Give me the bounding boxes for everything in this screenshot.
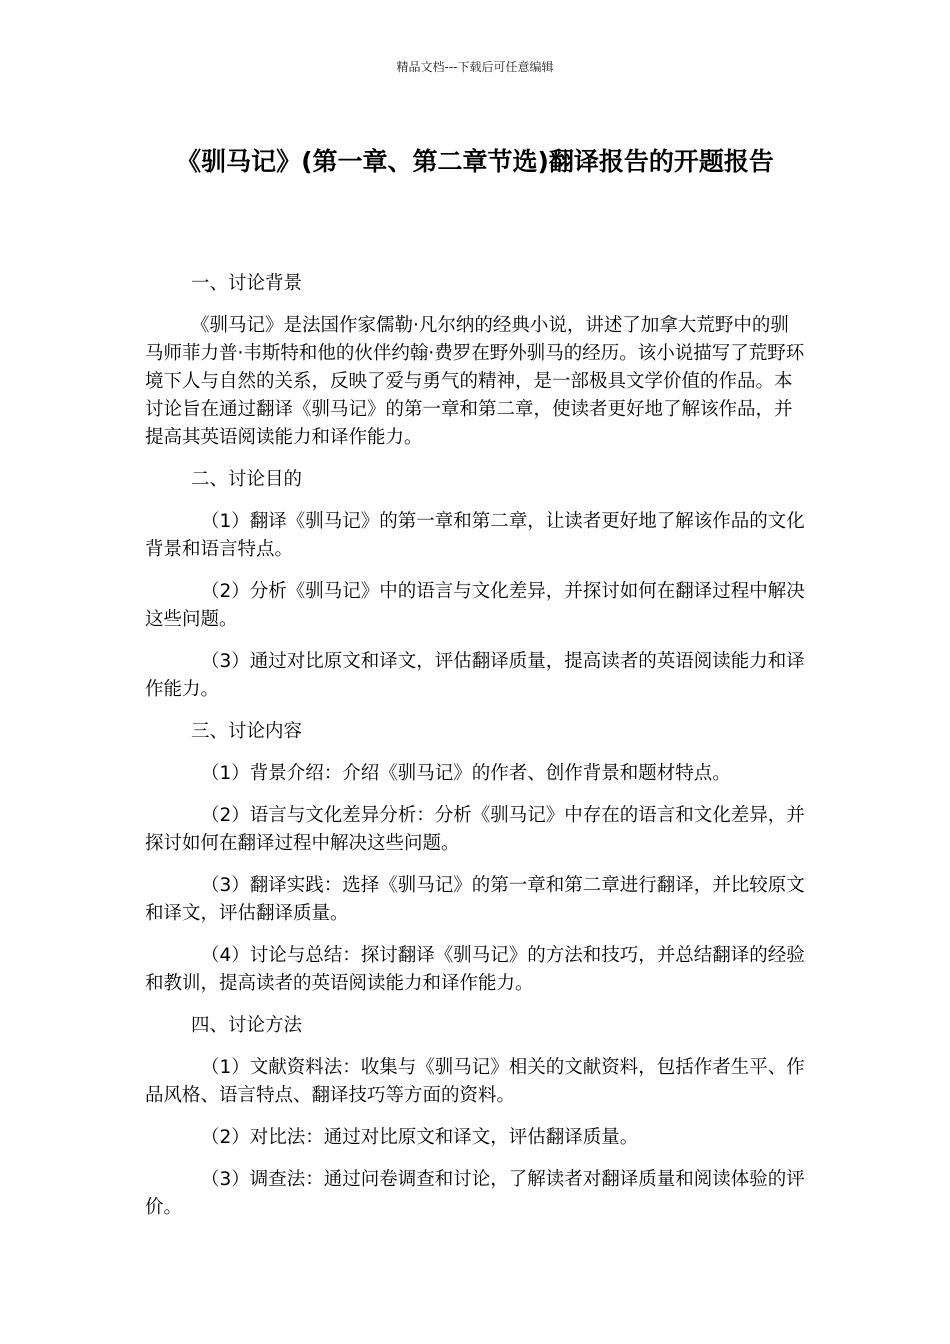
document-title: 《驯马记》(第一章、第二章节选)翻译报告的开题报告 [176, 147, 774, 176]
document-body [145, 270, 805, 1236]
page-header: 精品文档---下载后可任意编辑 [396, 60, 554, 74]
list-item: （1）翻译《驯马记》的第一章和第二章，让读者更好地了解该作品的文化背景和语言特点。 [145, 511, 805, 560]
section-heading: 三、讨论内容 [191, 721, 303, 742]
section-heading: 一、讨论背景 [191, 273, 303, 294]
list-item: （2）分析《驯马记》中的语言与文化差异，并探讨如何在翻译过程中解决这些问题。 [145, 581, 805, 630]
list-item: （1）背景介绍：介绍《驯马记》的作者、创作背景和题材特点。 [201, 763, 731, 784]
list-item: （3）翻译实践：选择《驯马记》的第一章和第二章进行翻译，并比较原文和译文，评估翻译质量。 [145, 875, 805, 924]
list-item: （2）语言与文化差异分析：分析《驯马记》中存在的语言和文化差异，并探讨如何在翻译过程中解决这些问题。 [145, 805, 805, 854]
list-item: （3）通过对比原文和译文，评估翻译质量，提高读者的英语阅读能力和译作能力。 [145, 651, 805, 700]
paragraph: 《驯马记》是法国作家儒勒·凡尔纳的经典小说，讲述了加拿大荒野中的驯马师菲力普·韦斯特和他的伙伴约翰·费罗在野外驯马的经历。该小说描写了荒野环境下人与自然的关系，反映了爱与勇气的精神，是一部极具文学价值的作品。本讨论旨在通过翻译《驯马记》的第一章和第二章，使读者更好地了解该作品，并提高其英语阅读能力和译作能力。 [145, 315, 805, 448]
list-item: （3）调查法：通过问卷调查和讨论，了解读者对翻译质量和阅读体验的评价。 [145, 1169, 805, 1218]
list-item: （1）文献资料法：收集与《驯马记》相关的文献资料，包括作者生平、作品风格、语言特点、翻译技巧等方面的资料。 [145, 1057, 805, 1106]
section-heading: 四、讨论方法 [191, 1015, 303, 1036]
list-item: （4）讨论与总结：探讨翻译《驯马记》的方法和技巧，并总结翻译的经验和教训，提高读者的英语阅读能力和译作能力。 [145, 945, 805, 994]
list-item: （2）对比法：通过对比原文和译文，评估翻译质量。 [201, 1127, 639, 1148]
section-heading: 二、讨论目的 [191, 469, 303, 490]
